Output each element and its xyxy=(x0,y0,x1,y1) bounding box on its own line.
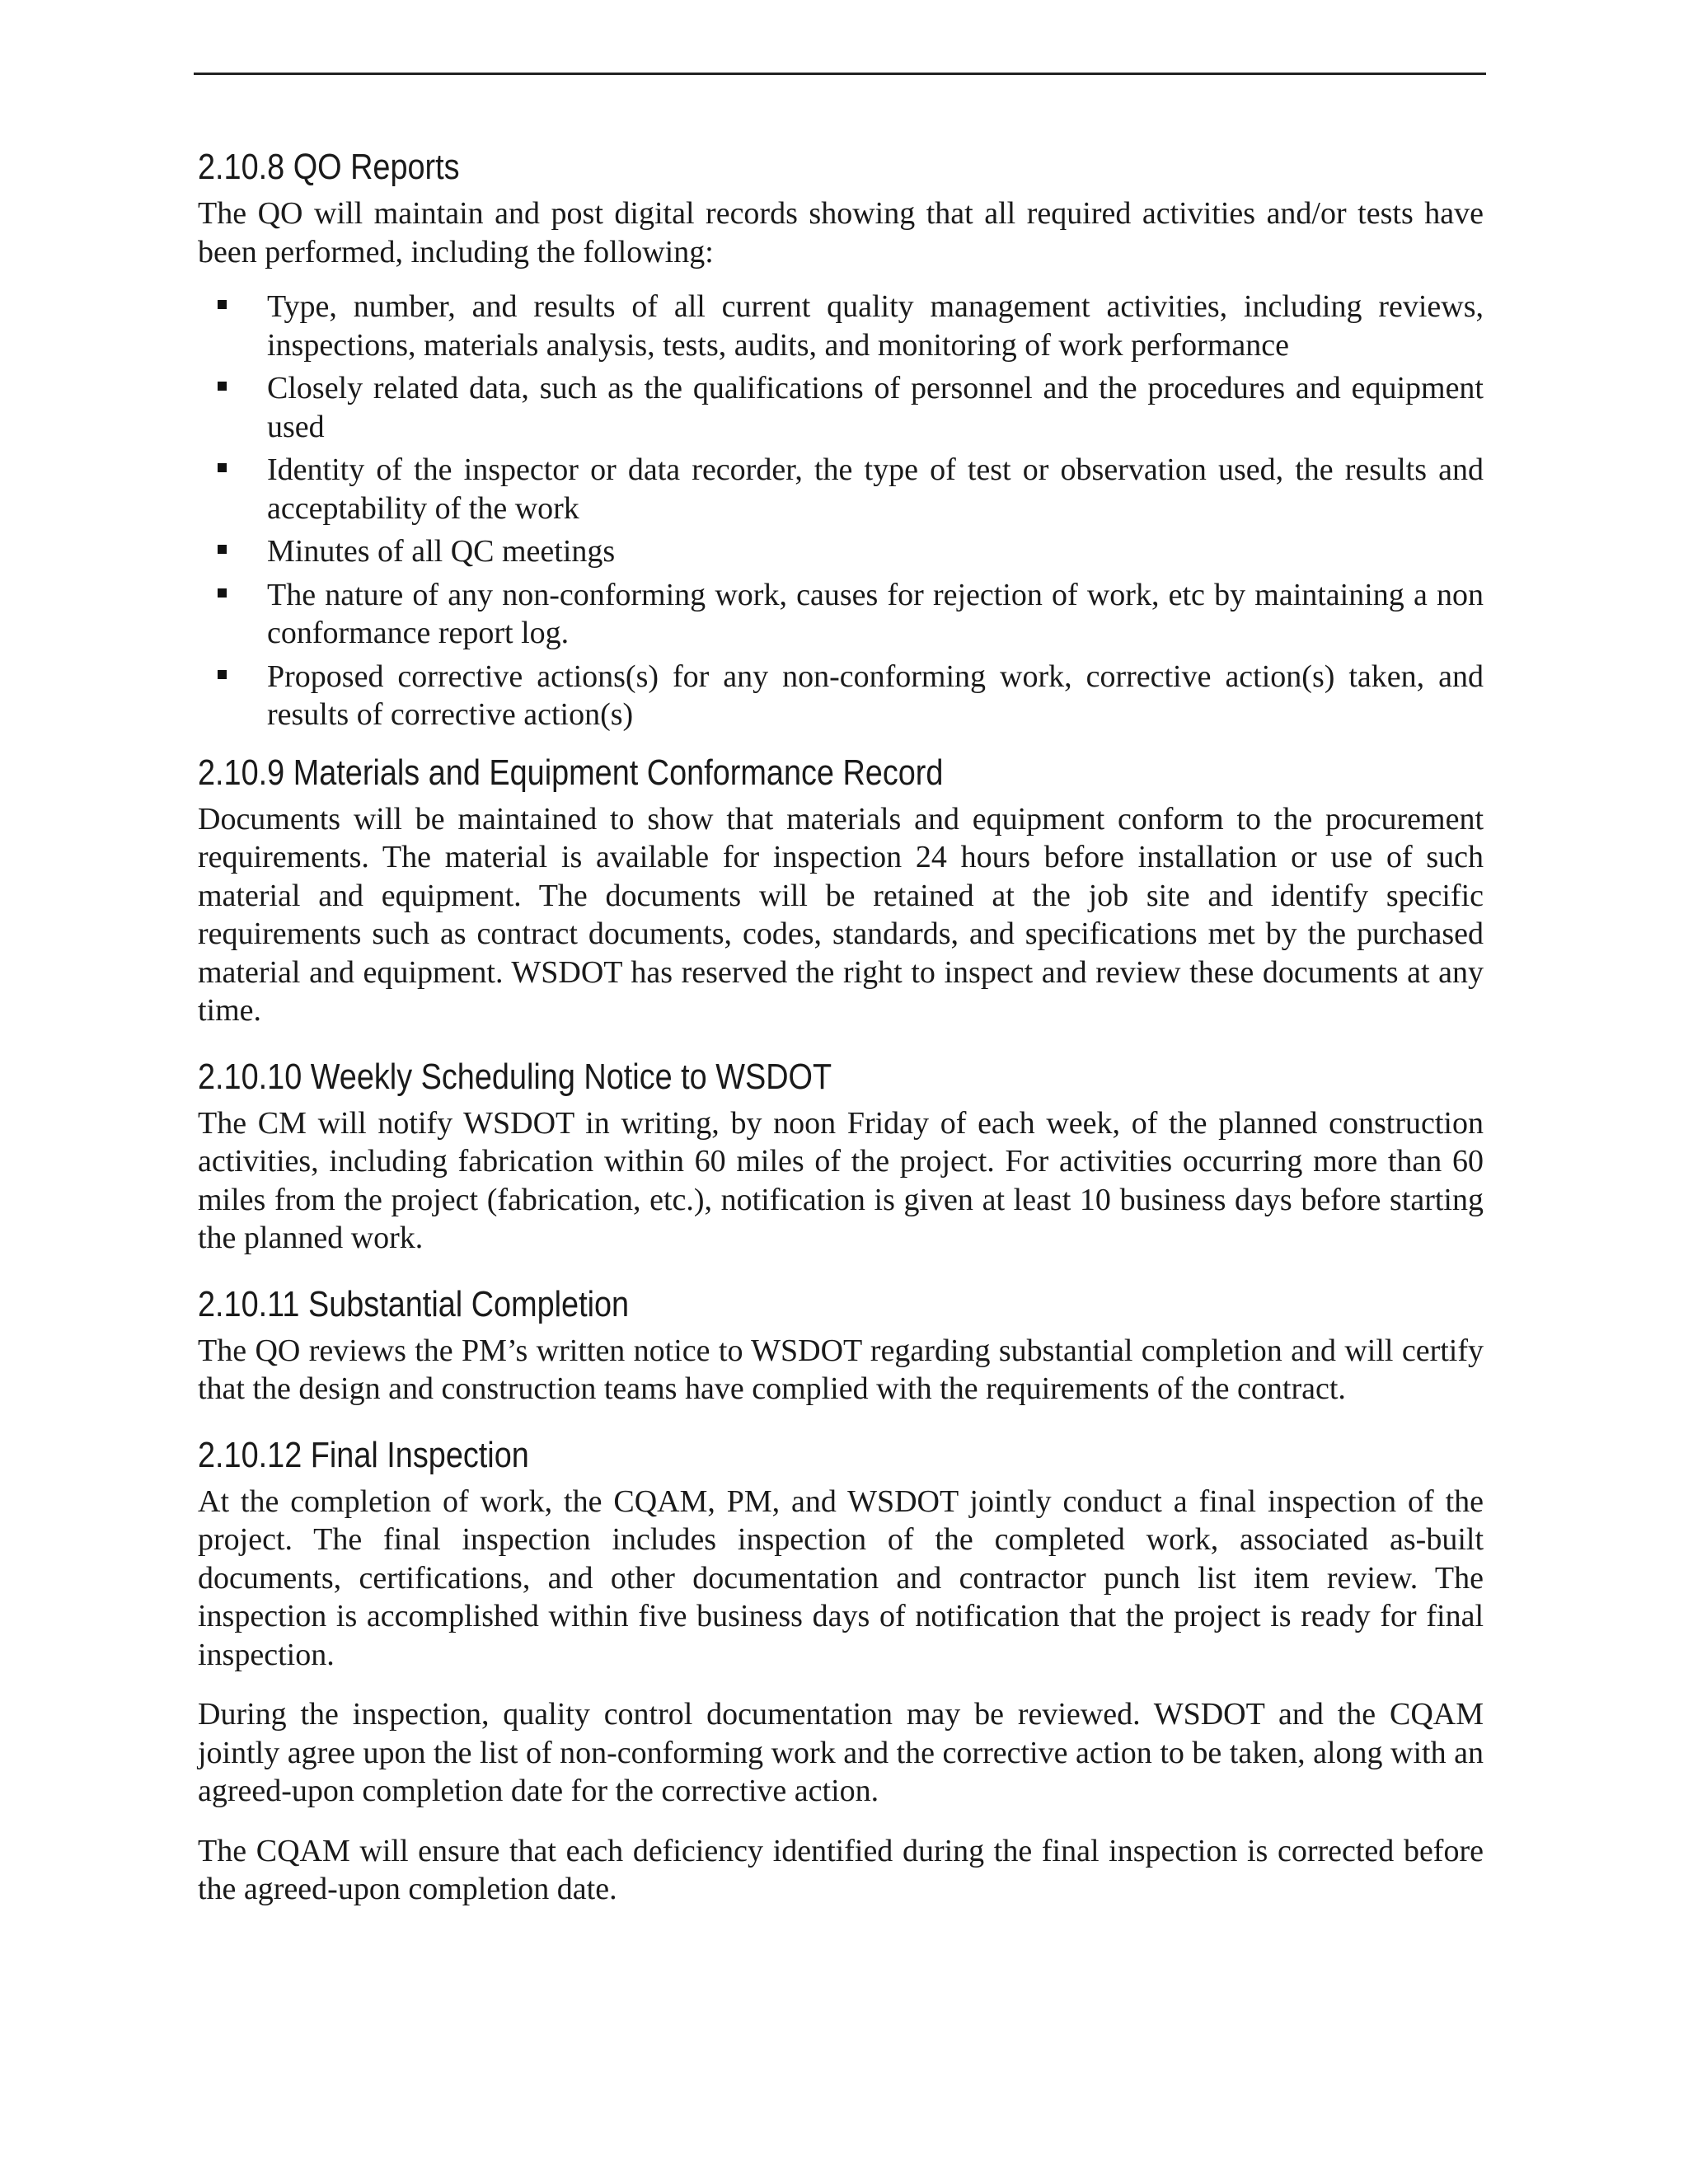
section-intro: The QO will maintain and post digital records showing that all required activities and/or tests have been performed, including the following: xyxy=(198,196,1484,269)
section-paragraph: The CM will notify WSDOT in writing, by noon Friday of each week, of the planned construction activities, including fabrication within 60 miles of the project. For activities occurring more than 60 miles from the project (fabrication, etc.), notification is given at least 10 business days before starting the planned work. xyxy=(198,1105,1484,1255)
square-bullet-icon xyxy=(218,670,227,679)
section-heading: 2.10.9 Materials and Equipment Conformance Record xyxy=(198,752,944,793)
section-qo-reports xyxy=(198,145,1484,734)
list-item-text: Identity of the inspector or data recorder, the type of test or observation used, the results and acceptability of the work xyxy=(267,452,1484,526)
list-item-text: Closely related data, such as the qualifications of personnel and the procedures and equipment used xyxy=(267,371,1484,444)
square-bullet-icon xyxy=(218,463,227,472)
section-materials-conformance xyxy=(198,751,1484,1030)
section-heading: 2.10.10 Weekly Scheduling Notice to WSDOT xyxy=(198,1056,832,1097)
list-item-text: The nature of any non-conforming work, causes for rejection of work, etc by maintaining a non conformance report log. xyxy=(267,577,1484,650)
list-item xyxy=(198,369,1484,446)
list-item-text: Type, number, and results of all current quality management activities, including reviews, inspections, materials analysis, tests, audits, and monitoring of work performance xyxy=(267,289,1484,363)
list-item xyxy=(198,288,1484,364)
section-paragraph: During the inspection, quality control documentation may be reviewed. WSDOT and the CQAM jointly agree upon the list of non-conforming work and the corrective action to be taken, along with an agreed-upon completion date for the corrective action. xyxy=(198,1697,1484,1808)
section-heading: 2.10.12 Final Inspection xyxy=(198,1434,529,1475)
section-paragraph: Documents will be maintained to show that materials and equipment conform to the procurement requirements. The material is available for inspection 24 hours before installation or use of such material and equipment. The documents will be retained at the job site and identify specific requirements such as contract documents, codes, standards, and specifications met by the purchased material and equipment. WSDOT has reserved the right to inspect and review these documents at any time. xyxy=(198,801,1484,1028)
square-bullet-icon xyxy=(218,382,227,391)
section-paragraph: The CQAM will ensure that each deficiency identified during the final inspection is corrected before the agreed-upon completion date. xyxy=(198,1833,1484,1906)
list-item-text: Minutes of all QC meetings xyxy=(267,534,616,569)
section-paragraph: The QO reviews the PM’s written notice to WSDOT regarding substantial completion and will certify that the design and construction teams have complied with the requirements of the contract. xyxy=(198,1333,1484,1406)
list-item xyxy=(198,532,1484,571)
section-substantial-completion xyxy=(198,1282,1484,1408)
list-item xyxy=(198,658,1484,734)
bullet-list xyxy=(198,288,1484,734)
section-heading: 2.10.11 Substantial Completion xyxy=(198,1283,630,1324)
list-item xyxy=(198,576,1484,653)
square-bullet-icon xyxy=(218,300,227,309)
section-heading: 2.10.8 QO Reports xyxy=(198,147,460,187)
square-bullet-icon xyxy=(218,588,227,598)
square-bullet-icon xyxy=(218,545,227,554)
list-item xyxy=(198,451,1484,527)
list-item-text: Proposed corrective actions(s) for any non-conforming work, corrective action(s) taken, and results of corrective action(s) xyxy=(267,658,1484,732)
section-final-inspection xyxy=(198,1433,1484,1909)
section-paragraph: At the completion of work, the CQAM, PM, and WSDOT jointly conduct a final inspection of the project. The final inspection includes inspection of the completed work, associated as-built documents, certifications, and other documentation and contractor punch list item review. The inspection is accomplished within five business days of notification that the project is ready for final inspection. xyxy=(198,1483,1484,1672)
header-rule xyxy=(194,73,1486,75)
page-content xyxy=(198,145,1484,1909)
section-weekly-scheduling xyxy=(198,1055,1484,1258)
